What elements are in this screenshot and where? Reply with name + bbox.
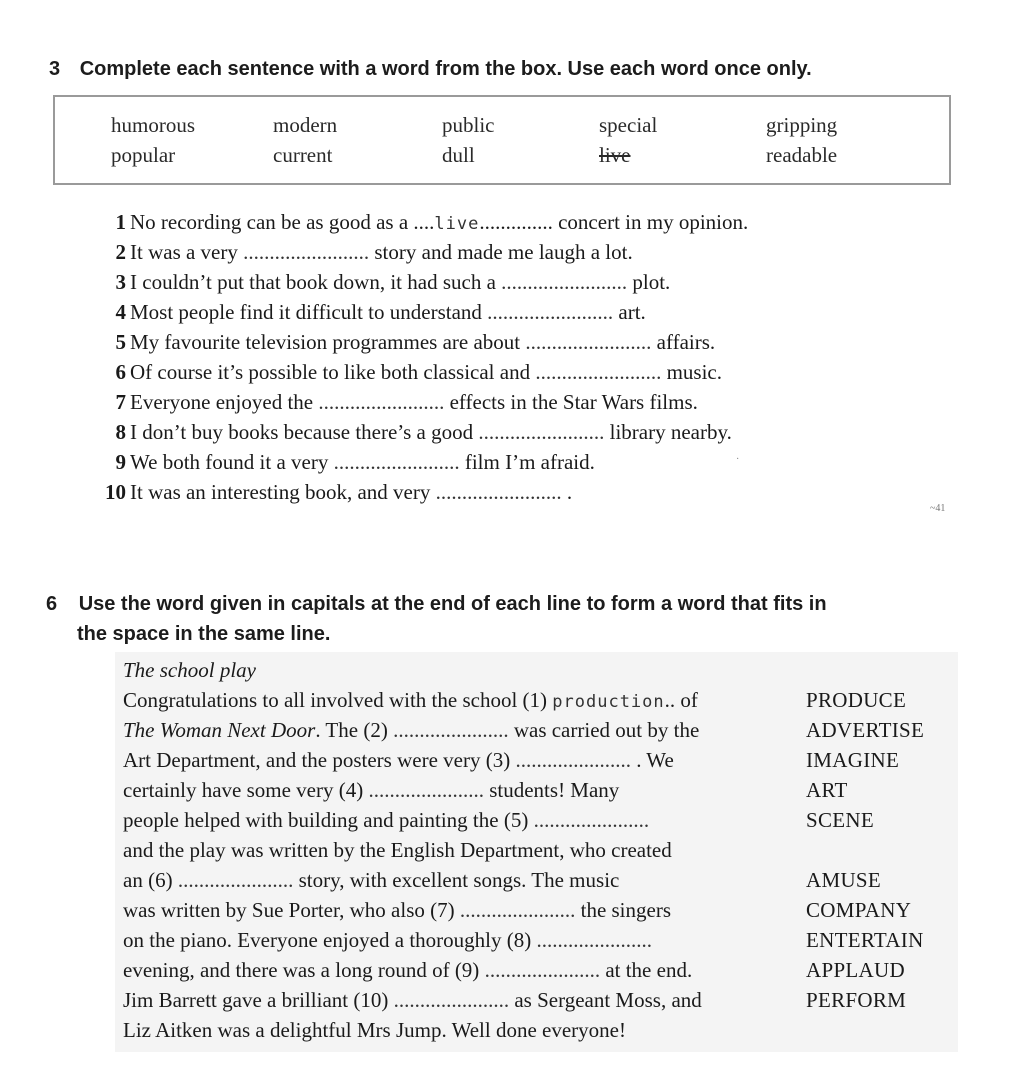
sentence-1 [84,207,748,237]
sentence-number: 7 [115,390,126,414]
passage-line-3 [123,745,674,775]
passage-text: the singers [575,898,672,922]
sentence-text: effects in the Star Wars films. [444,390,698,414]
passage-line-5 [123,805,649,835]
capital-word: COMPANY [806,898,912,922]
capital-word: ENTERTAIN [806,928,924,952]
answer-blank[interactable]: ........................ [535,360,662,384]
sentence-text: music. [661,360,723,384]
passage-line-2 [123,715,699,745]
box-word: gripping [766,113,838,137]
capital-word: ART [806,778,848,802]
sentence-number: 9 [115,450,126,474]
box-word: humorous [111,113,195,137]
sentence-10 [84,477,572,507]
passage-text: .. of [664,688,698,712]
answer-blank[interactable]: ...................... [393,718,509,742]
sentence-number: 8 [115,420,126,444]
exercise-3-number: 3 [49,58,61,80]
passage-text: at the end. [600,958,693,982]
passage-text: was written by Sue Porter, who also (7) [123,898,460,922]
passage-title-text: The school play [123,658,256,682]
box-word: current [273,143,333,167]
handwritten-answer: production [552,692,665,712]
box-word: readable [766,143,838,167]
passage-text: . The (2) [315,718,394,742]
exercise-6-instruction-line-2: the space in the same line. [77,623,331,645]
exercise-6-number: 6 [46,593,58,615]
sentence-8 [84,417,732,447]
sentence-9 [84,447,595,477]
passage-text: certainly have some very (4) [123,778,369,802]
sentence-2 [84,237,633,267]
answer-blank[interactable]: ........................ [318,390,445,414]
answer-blank[interactable]: ........................ [478,420,605,444]
answer-blank[interactable]: ........................ [243,240,370,264]
sentence-6 [84,357,722,387]
sentence-text: I couldn’t put that book down, it had such a [130,270,502,294]
passage-line-4 [123,775,619,805]
passage-text: . We [630,748,674,772]
passage-line-7 [123,865,619,895]
sentence-text: affairs. [651,330,716,354]
sentence-text: We both found it a very [130,450,334,474]
capital-word: ADVERTISE [806,718,925,742]
sentence-text: film I’m afraid. [459,450,595,474]
sentence-7 [84,387,698,417]
word-box [53,95,951,185]
passage-line-8 [123,895,671,925]
sentence-text: It was an interesting book, and very [130,480,436,504]
passage-line-6 [123,835,672,865]
sentence-text: No recording can be as good as a .... [130,210,435,234]
sentence-number: 5 [115,330,126,354]
sentence-text: Of course it’s possible to like both classical and [130,360,536,384]
passage-text: Liz Aitken was a delightful Mrs Jump. Well done everyone! [123,1018,626,1042]
box-word: popular [111,143,176,167]
answer-blank[interactable]: ...................... [533,808,650,832]
passage-text: people helped with building and painting the (5) [123,808,534,832]
passage-title [123,655,256,685]
passage-text: was carried out by the [508,718,700,742]
exercise-6-instruction-line-1: Use the word given in capitals at the end of each line to form a word that fits in [78,593,827,615]
exercise-3-heading [49,54,812,84]
exercise-6-heading-cont [77,619,330,649]
sentence-number: 6 [115,360,126,384]
sentence-text: It was a very [130,240,244,264]
sentence-number: 1 [115,210,126,234]
answer-blank[interactable]: ...................... [368,778,484,802]
answer-blank[interactable]: ........................ [525,330,652,354]
passage-text: an (6) [123,868,178,892]
box-word: public [442,113,495,137]
sentence-text: story and made me laugh a lot. [369,240,633,264]
sentence-text: I don’t buy books because there’s a good [130,420,479,444]
passage-text: and the play was written by the English Department, who created [123,838,672,862]
sentence-text: . [561,480,573,504]
answer-blank[interactable]: ........................ [333,450,460,474]
passage-text: Art Department, and the posters were very (3) [123,748,516,772]
passage-text: on the piano. Everyone enjoyed a thoroughly (8) [123,928,537,952]
capital-word: AMUSE [806,868,882,892]
sentence-number: 4 [115,300,126,324]
passage-line-10 [123,955,692,985]
capital-word: PRODUCE [806,688,907,712]
passage-line-12 [123,1015,626,1045]
answer-blank[interactable]: ...................... [393,988,510,1012]
exercise-6-heading [46,589,946,619]
sentence-number: 3 [115,270,126,294]
sentence-text: My favourite television programmes are about [130,330,526,354]
capital-word: PERFORM [806,988,907,1012]
exercise-3-instruction: Complete each sentence with a word from the box. Use each word once only. [79,58,812,80]
sentence-text: plot. [627,270,671,294]
box-word: special [599,113,658,137]
passage-text: Congratulations to all involved with the school (1) [123,688,553,712]
answer-blank[interactable]: ........................ [487,300,614,324]
answer-blank[interactable]: ...................... [536,928,652,952]
box-word: dull [442,143,475,167]
passage-line-11 [123,985,702,1015]
capital-word: APPLAUD [806,958,905,982]
sentence-3 [84,267,670,297]
passage-text: students! Many [483,778,620,802]
stray-mark: · [736,454,740,465]
passage-text: story, with excellent songs. The music [293,868,620,892]
sentence-text: art. [613,300,646,324]
box-word: modern [273,113,338,137]
answer-blank[interactable]: ........................ [435,480,562,504]
answer-blank[interactable]: ...................... [515,748,631,772]
corner-mark: ~41 [930,503,946,514]
answer-blank[interactable]: ...................... [459,898,576,922]
sentence-number: 2 [115,240,126,264]
capital-word: IMAGINE [806,748,900,772]
sentence-5 [84,327,715,357]
capital-word: SCENE [806,808,875,832]
sentence-text: Most people find it difficult to understand [130,300,488,324]
passage-line-1 [123,685,698,715]
answer-blank[interactable]: ...................... [177,868,294,892]
answer-blank[interactable]: ...................... [484,958,601,982]
sentence-text: Everyone enjoyed the [130,390,319,414]
sentence-number: 10 [105,480,126,504]
sentence-4 [84,297,646,327]
passage-line-9 [123,925,652,955]
box-word-used: live [599,143,631,167]
sentence-text: .............. concert in my opinion. [479,210,749,234]
passage-text: Jim Barrett gave a brilliant (10) [123,988,394,1012]
passage-text: as Sergeant Moss, and [509,988,702,1012]
passage-text: evening, and there was a long round of (9) [123,958,485,982]
sentence-text: library nearby. [604,420,732,444]
handwritten-answer: live [434,214,480,234]
answer-blank[interactable]: ........................ [501,270,628,294]
play-title: The Woman Next Door [123,718,316,742]
